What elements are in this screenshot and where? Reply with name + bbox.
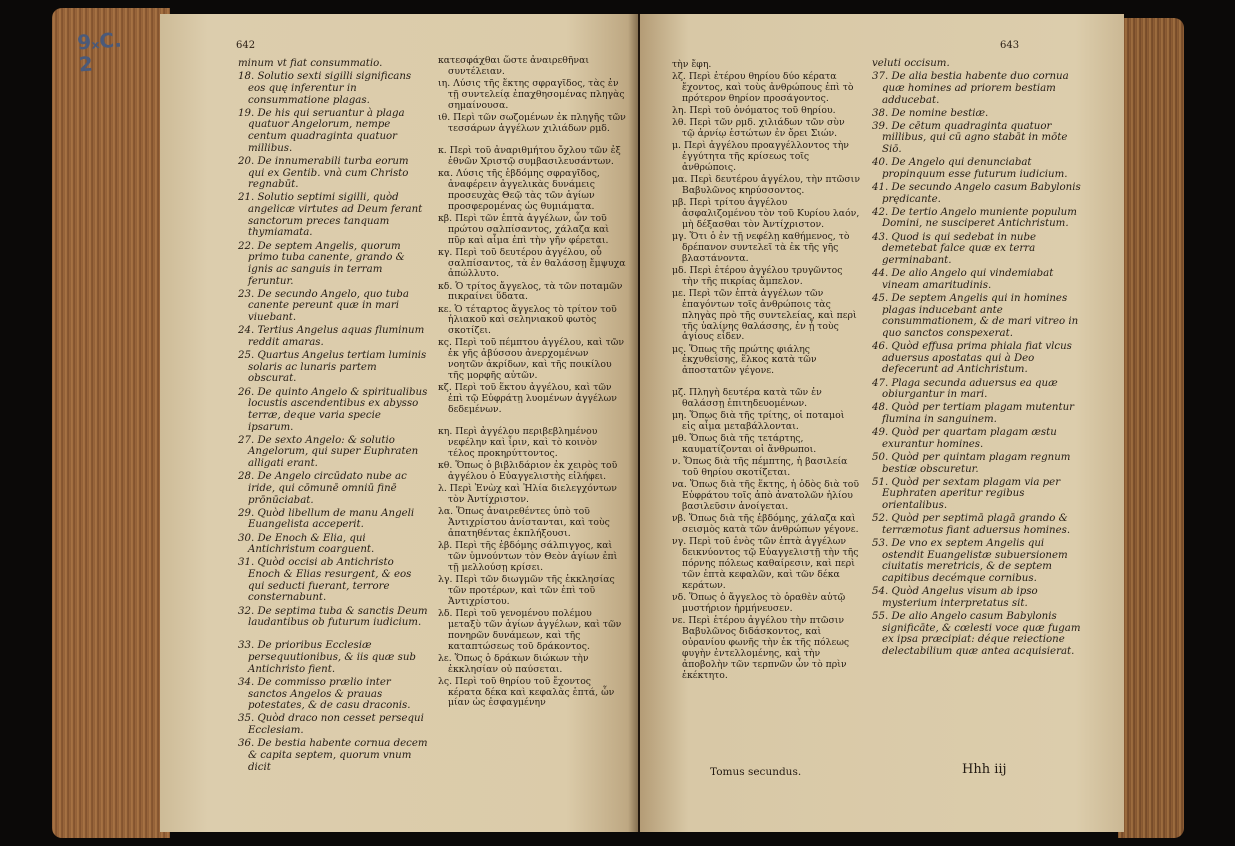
- left-page: [160, 14, 638, 832]
- greek-column-left: [438, 56, 626, 711]
- latin-chapter-entry: 33. De prioribus Ecclesiæ persequutionibus, & iis quæ sub Antichristo fient.: [238, 640, 416, 675]
- greek-column-right: [672, 60, 860, 683]
- greek-chapter-entry: κθ. Ὅπως ὁ βιβλιδάριον ἐκ χειρὸς τοῦ ἀγγέλου ὁ Εὐαγγελιστὴς εἰλήφει.: [438, 460, 618, 482]
- latin-chapter-entry: 30. De Enoch & Elia, qui Antichristum coarguent.: [238, 532, 375, 556]
- greek-chapter-entry: τὴν ἔφη.: [672, 59, 712, 70]
- greek-chapter-entry: κζ. Περὶ τοῦ ἕκτου ἀγγέλου, καὶ τῶν ἐπὶ τῷ Εὐφράτῃ λυομένων ἀγγέλων δεδεμένων.: [438, 382, 617, 416]
- greek-chapter-entry: μβ. Περὶ τρίτου ἀγγέλου ἀσφαλιζομένου τὸν τοῦ Κυρίου λαόν, μὴ δέξασθαι τὸν Ἀντίχριστον.: [672, 197, 860, 230]
- latin-chapter-entry: 31. Quòd occisi ab Antichristo Enoch & Elias resurgent, & eos qui seducti fuerant, terrore consternabunt.: [238, 557, 412, 604]
- latin-chapter-entry: 21. Solutio septimi sigilli, quòd angelicæ virtutes ad Deum ferant sanctorum preces tanquam thymiamata.: [238, 192, 423, 239]
- page-number-left: 642: [236, 40, 256, 51]
- latin-chapter-entry: 23. De secundo Angelo, quo tuba canente pereunt quæ in mari viuebant.: [238, 288, 409, 324]
- greek-chapter-entry: λ. Περὶ Ἐνὼχ καὶ Ἠλία διελεγχόντων τὸν Ἀντίχριστον.: [438, 483, 617, 505]
- greek-chapter-entry: κε. Ὁ τέταρτος ἄγγελος τὸ τρίτον τοῦ ἡλιακοῦ καὶ σεληνιακοῦ φωτὸς σκοτίζει.: [438, 303, 617, 337]
- latin-chapter-entry: 32. De septima tuba & sanctis Deum laudantibus ob futurum iudicium.: [238, 605, 428, 629]
- latin-chapter-entry: 28. De Angelo circūdato nube ac iride, qui cōmunē omniū finē prōnūciabat.: [238, 471, 407, 506]
- greek-chapter-entry: μα. Περὶ δευτέρου ἀγγέλου, τὴν πτῶσιν Βαβυλῶνος κηρύσσοντος.: [672, 174, 860, 196]
- greek-chapter-entry: κ. Περὶ τοῦ ἀναριθμήτου ὄχλου τῶν ἐξ ἐθνῶν Χριστῷ συμβασιλευσάντων.: [438, 144, 621, 167]
- greek-chapter-entry: ιη. Λύσις τῆς ἕκτης σφραγῖδος, τὰς ἐν τῇ συντελείᾳ ἐπαχθησομένας πληγὰς σημαίνουσα.: [438, 78, 625, 111]
- running-footer: Tomus secundus.: [710, 766, 802, 778]
- latin-chapter-entry: 55. De alio Angelo casum Babylonis significāte, & cœlesti voce quæ fugam ex ipsa præcipiat: déque reiectione delectabilium quæ antea acquisierat.: [872, 611, 1081, 658]
- greek-chapter-entry: με. Περὶ τῶν ἑπτὰ ἀγγέλων τῶν ἐπαγόντων τοῖς ἀνθρώποις τὰς πληγὰς πρὸ τῆς συντελείας, καὶ περὶ τῆς ὑαλίνης θαλάσσης, ἐν ᾗ τοὺς ἁγίους εἶδεν.: [672, 287, 857, 343]
- latin-chapter-entry: 49. Quòd per quartam plagam æstu exurantur homines.: [872, 427, 1057, 450]
- latin-column-right: [872, 58, 1086, 659]
- right-page-edges: [1118, 18, 1184, 838]
- latin-chapter-entry: 42. De tertio Angelo muniente populum Domini, ne susciperet Antichristum.: [872, 206, 1077, 230]
- latin-chapter-entry: veluti occisum.: [872, 58, 950, 69]
- latin-chapter-entry: 47. Plaga secunda aduersus ea quæ obiurgantur in mari.: [872, 377, 1058, 401]
- signature-mark: Hhh iij: [962, 762, 1007, 777]
- latin-chapter-entry: 46. Quòd effusa prima phiala fiat vlcus aduersus apostatas qui à Deo defecerunt ad Antichristum.: [872, 341, 1072, 376]
- left-page-edges: [52, 8, 170, 838]
- greek-chapter-entry: λη. Περὶ τοῦ ὀνόματος τοῦ θηρίου.: [672, 105, 836, 116]
- greek-chapter-entry: λς. Περὶ τοῦ θηρίου τοῦ ἔχοντος κέρατα δέκα καὶ κεφαλὰς ἑπτά, ὧν μίαν ὡς ἐσφαγμένην: [438, 675, 615, 709]
- latin-chapter-entry: 38. De nomine bestiæ.: [872, 107, 989, 119]
- latin-chapter-entry: 20. De innumerabili turba eorum qui ex Gentib. vnà cum Christo regnabūt.: [238, 155, 409, 191]
- latin-chapter-entry: 41. De secundo Angelo casum Babylonis prędicante.: [872, 181, 1081, 205]
- latin-chapter-entry: 22. De septem Angelis, quorum primo tuba canente, grando & ignis ac sanguis in terram feruntur.: [238, 240, 405, 287]
- right-page: [640, 14, 1124, 832]
- latin-chapter-entry: 19. De his qui seruantur à plaga quatuor Angelorum, nempe centum quadraginta quatuor millibus.: [238, 107, 405, 154]
- latin-chapter-entry: minum vt fiat consummatio.: [238, 58, 383, 69]
- page-number-right: 643: [1000, 40, 1020, 51]
- greek-chapter-entry: μη. Ὅπως διὰ τῆς τρίτης, οἱ ποταμοὶ εἰς αἷμα μεταβάλλονται.: [672, 410, 845, 433]
- greek-chapter-entry: νβ. Ὅπως διὰ τῆς ἑβδόμης, χάλαζα καὶ σεισμὸς κατὰ τῶν ἀνθρώπων γέγονε.: [672, 513, 859, 536]
- latin-chapter-entry: 48. Quòd per tertiam plagam mutentur flumina in sanguinem.: [872, 402, 1074, 426]
- latin-chapter-entry: 24. Tertius Angelus aquas fluminum reddit amaras.: [238, 325, 425, 348]
- latin-chapter-entry: 54. Quòd Angelus visum ab ipso mysterium interpretatus sit.: [872, 586, 1038, 609]
- greek-chapter-entry: κβ. Περὶ τῶν ἑπτὰ ἀγγέλων, ὧν τοῦ πρώτου σαλπίσαντος, χάλαζα καὶ πῦρ καὶ αἷμα ἐπὶ τὴν γῆν φέρεται.: [438, 212, 609, 246]
- latin-chapter-entry: 25. Quartus Angelus tertiam luminis solaris ac lunaris partem obscurat.: [238, 350, 427, 385]
- latin-chapter-entry: 34. De commisso prælio inter sanctos Angelos & prauas potestates, & de casu draconis.: [238, 676, 411, 712]
- entry-spacer: [238, 630, 428, 640]
- latin-chapter-entry: 44. De alio Angelo qui vindemiabat vineam amaritudinis.: [872, 268, 1054, 291]
- greek-chapter-entry: μδ. Περὶ ἑτέρου ἀγγέλου τρυγῶντος τὴν τῆς πικρίας ἄμπελον.: [672, 264, 843, 287]
- greek-chapter-entry: λε. Ὅπως ὁ δράκων διώκων τὴν ἐκκλησίαν οὐ παύσεται.: [438, 652, 589, 675]
- margin-pencil-note: 9ₓC. 2: [76, 27, 123, 77]
- greek-chapter-entry: κς. Περὶ τοῦ πέμπτου ἀγγέλου, καὶ τῶν ἐκ γῆς ἀβύσσου ἀνερχομένων νοητῶν ἀκρίδων, καὶ τῆς ποικίλου τῆς μορφῆς αὐτῶν.: [438, 337, 625, 382]
- greek-chapter-entry: κη. Περὶ ἀγγέλου περιβεβλημένου νεφέλην καὶ ἶριν, καὶ τὸ κοινὸν τέλος προκηρύττοντος.: [438, 426, 598, 459]
- greek-chapter-entry: λβ. Περὶ τῆς ἑβδόμης σάλπιγγος, καὶ τῶν ὑμνούντων τὸν Θεὸν ἁγίων ἐπὶ τῇ μελλούσῃ κρίσει.: [438, 539, 618, 573]
- latin-chapter-entry: 39. De cētum quadraginta quatuor millibus, qui cū agno stabāt in mōte Siō.: [872, 120, 1068, 156]
- greek-chapter-entry: νδ. Ὅπως ὁ ἄγγελος τὸ ὁραθὲν αὐτῷ μυστήριον ἡρμήνευσεν.: [672, 592, 846, 614]
- greek-chapter-entry: λζ. Περὶ ἑτέρου θηρίου δύο κέρατα ἔχοντος, καὶ τοὺς ἀνθρώπους ἐπὶ τὸ πρότερον θηρίον προσάγοντος.: [672, 71, 854, 104]
- latin-chapter-entry: 36. De bestia habente cornua decem & capita septem, quorum vnum dicit: [238, 738, 428, 773]
- greek-chapter-entry: νγ. Περὶ τοῦ ἑνὸς τῶν ἑπτὰ ἀγγέλων δεικνύοντος τῷ Εὐαγγελιστῇ τὴν τῆς πόρνης πόλεως καθαίρεσιν, καὶ περὶ τῶν ἑπτὰ κεφαλῶν, καὶ τῶν δέκα κεράτων.: [672, 536, 859, 591]
- latin-chapter-entry: 18. Solutio sexti sigilli significans eos quę inferentur in consummatione plagas.: [238, 71, 412, 106]
- greek-chapter-entry: λγ. Περὶ τῶν διωγμῶν τῆς ἐκκλησίας τῶν προτέρων, καὶ τῶν ἐπὶ τοῦ Ἀντιχρίστου.: [438, 573, 615, 607]
- latin-chapter-entry: 52. Quòd per septimā plagā grando & terræmotus fiant aduersus homines.: [872, 513, 1071, 536]
- latin-chapter-entry: 53. De vno ex septem Angelis qui ostendit Euangelistæ subuersionem ciuitatis meretricis, & de septem capitibus decémque cornibus.: [872, 538, 1068, 585]
- greek-chapter-entry: κα. Λύσις τῆς ἑβδόμης σφραγῖδος, ἀναφέρειν ἀγγελικὰς δυνάμεις προσευχὰς Θεῷ τὰς τῶν ἁγίων προσφερομένας ὡς θυμιάματα.: [438, 167, 600, 212]
- greek-chapter-entry: μς. Ὅπως τῆς πρώτης φιάλης ἐκχυθείσης, ἕλκος κατὰ τῶν ἀποστατῶν γέγονε.: [672, 343, 817, 377]
- greek-chapter-entry: λδ. Περὶ τοῦ γενομένου πολέμου μεταξὺ τῶν ἁγίων ἀγγέλων, καὶ τῶν πονηρῶν δυνάμεων, καὶ τῆς καταπτώσεως τοῦ δράκοντος.: [438, 607, 622, 652]
- greek-chapter-entry: κγ. Περὶ τοῦ δευτέρου ἀγγέλου, οὗ σαλπίσαντος, τὰ ἐν θαλάσσῃ ἔμψυχα ἀπώλλυτο.: [438, 246, 626, 280]
- greek-chapter-entry: μ. Περὶ ἀγγέλου προαγγέλλοντος τὴν ἐγγύτητα τῆς κρίσεως τοῖς ἀνθρώποις.: [672, 140, 849, 173]
- latin-chapter-entry: 26. De quinto Angelo & spiritualibus locustis ascendentibus ex abysso terræ, deque varia specie ipsarum.: [238, 386, 428, 433]
- greek-chapter-entry: κδ. Ὁ τρίτος ἄγγελος, τὰ τῶν ποταμῶν πικραίνει ὕδατα.: [438, 280, 623, 303]
- greek-chapter-entry: μγ. Ὅτι ὁ ἐν τῇ νεφέλῃ καθήμενος, τὸ δρέπανον συντελεῖ τὰ ἐκ τῆς γῆς βλαστάνοντα.: [672, 230, 850, 264]
- greek-chapter-entry: λα. Ὅπως ἀναιρεθέντες ὑπὸ τοῦ Ἀντιχρίστου ἀνίστανται, καὶ τοὺς ἀπατηθέντας ἐκπλήξουσι.: [438, 506, 610, 539]
- greek-chapter-entry: νε. Περὶ ἑτέρου ἀγγέλου τὴν πτῶσιν Βαβυλῶνος διδάσκοντος, καὶ οὐρανίου φωνῆς τὴν ἐκ τῆς πόλεως φυγὴν ἐντελλομένης, καὶ τὴν ἀποβολὴν τῶν τερπνῶν ὧν τὸ πρὶν ἐκέκτητο.: [672, 615, 850, 681]
- latin-chapter-entry: 43. Quod is qui sedebat in nube demetebat falce quæ ex terra germinabant.: [872, 231, 1037, 266]
- greek-chapter-entry: ιθ. Περὶ τῶν σωζομένων ἐκ πληγῆς τῶν τεσσάρων ἀγγέλων χιλιάδων ρμδ.: [438, 111, 626, 134]
- greek-chapter-entry: μθ. Ὅπως διὰ τῆς τετάρτης, καυματίζονται οἱ ἄνθρωποι.: [672, 433, 817, 456]
- latin-chapter-entry: 37. De alia bestia habente duo cornua quæ homines ad priorem bestiam adducebat.: [872, 71, 1069, 106]
- latin-chapter-entry: 29. Quòd libellum de manu Angeli Euangelista acceperit.: [238, 507, 415, 531]
- greek-chapter-entry: ν. Ὅπως διὰ τῆς πέμπτης, ἡ βασιλεία τοῦ θηρίου σκοτίζεται.: [672, 456, 848, 479]
- greek-chapter-entry: λθ. Περὶ τῶν ρμδ. χιλιάδων τῶν σὺν τῷ ἀρνίῳ ἑστώτων ἐν ὄρει Σιών.: [672, 117, 845, 139]
- latin-chapter-entry: 50. Quòd per quintam plagam regnum bestiæ obscuretur.: [872, 451, 1071, 475]
- latin-chapter-entry: 27. De sexto Angelo: & solutio Angelorum, qui super Euphraten alligati erant.: [238, 434, 419, 470]
- latin-chapter-entry: 35. Quòd draco non cesset persequi Ecclesiam.: [238, 713, 424, 736]
- latin-chapter-entry: 45. De septem Angelis qui in homines plagas inducebant ante consummationem, & de mari vitreo in quo sanctos conspexerat.: [872, 292, 1079, 339]
- latin-chapter-entry: 51. Quòd per sextam plagam via per Euphraten aperitur regibus orientalibus.: [872, 476, 1061, 512]
- latin-column-left: [238, 58, 428, 775]
- greek-chapter-entry: κατεσφάχθαι ὥστε ἀναιρεθῆναι συντέλειαν.: [438, 55, 590, 77]
- greek-chapter-entry: να. Ὅπως διὰ τῆς ἕκτης, ἡ ὁδὸς διὰ τοῦ Εὐφράτου τοῖς ἀπὸ ἀνατολῶν ἡλίου βασιλεῦσιν ἀνοίγεται.: [672, 479, 859, 513]
- greek-chapter-entry: μζ. Πληγὴ δευτέρα κατὰ τῶν ἐν θαλάσσῃ ἐπιτηδευομένων.: [672, 387, 822, 410]
- latin-chapter-entry: 40. De Angelo qui denunciabat propinquum esse futurum iudicium.: [872, 157, 1068, 180]
